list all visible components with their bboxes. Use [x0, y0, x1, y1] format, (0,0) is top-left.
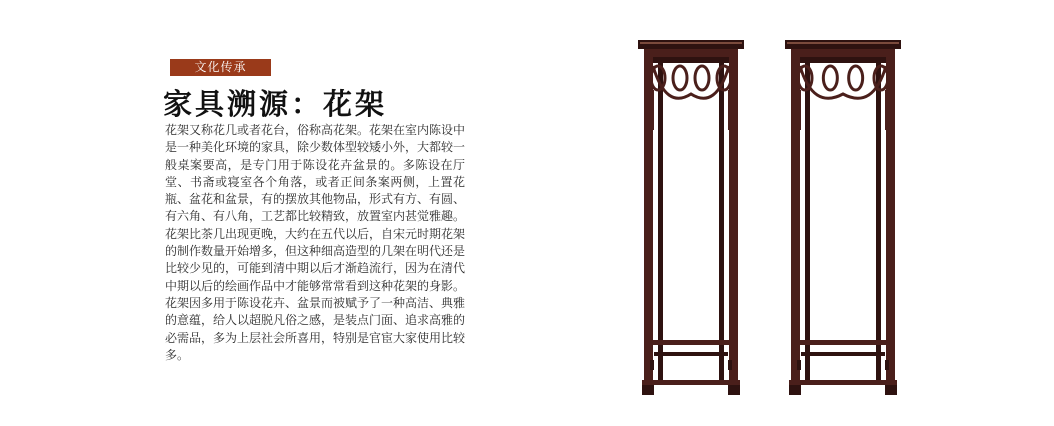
paragraph-2: 花架比茶几出现更晚，大约在五代以后，自宋元时期花架的制作数量开始增多，但这种细高造型的几架在明代还是比较少见的，可能到清中期以后才渐趋流行，因为在清代中期以后的绘画作品中才能够常常看到这种花架的身影。花架因多用于陈设花卉、盆景而被赋予了一种高洁、典雅的意蕴，给人以超脱凡俗之感，是装点门面、追求高雅的必需品，多为上层社会所喜用，特别是官宦大家使用比较多。: [165, 226, 466, 362]
flower-stand-drawing: [638, 40, 744, 395]
flower-stands-photo: [630, 30, 920, 406]
flower-stand-right-image: [783, 30, 913, 406]
paragraph-1: 花架又称花几或者花台，俗称高花架。花架在室内陈设中是一种美化环境的家具，除少数体型较矮小外，大都较一般桌案要高，是专门用于陈设花卉盆景的。多陈设在厅堂、书斋或寝室各个角落，或者正间条案两侧，上置花瓶、盆花和盆景，有的摆放其他物品，形式有方、有圆、有六角、有八角，工艺都比较精致，放置室内甚觉雅趣。: [165, 123, 466, 224]
page-title: 家具溯源：花架: [163, 87, 388, 121]
flower-stand-left-image: [636, 30, 756, 406]
flower-stand-drawing: [785, 40, 901, 395]
section-tag: 文化传承: [170, 59, 271, 76]
article-body: [165, 122, 465, 364]
